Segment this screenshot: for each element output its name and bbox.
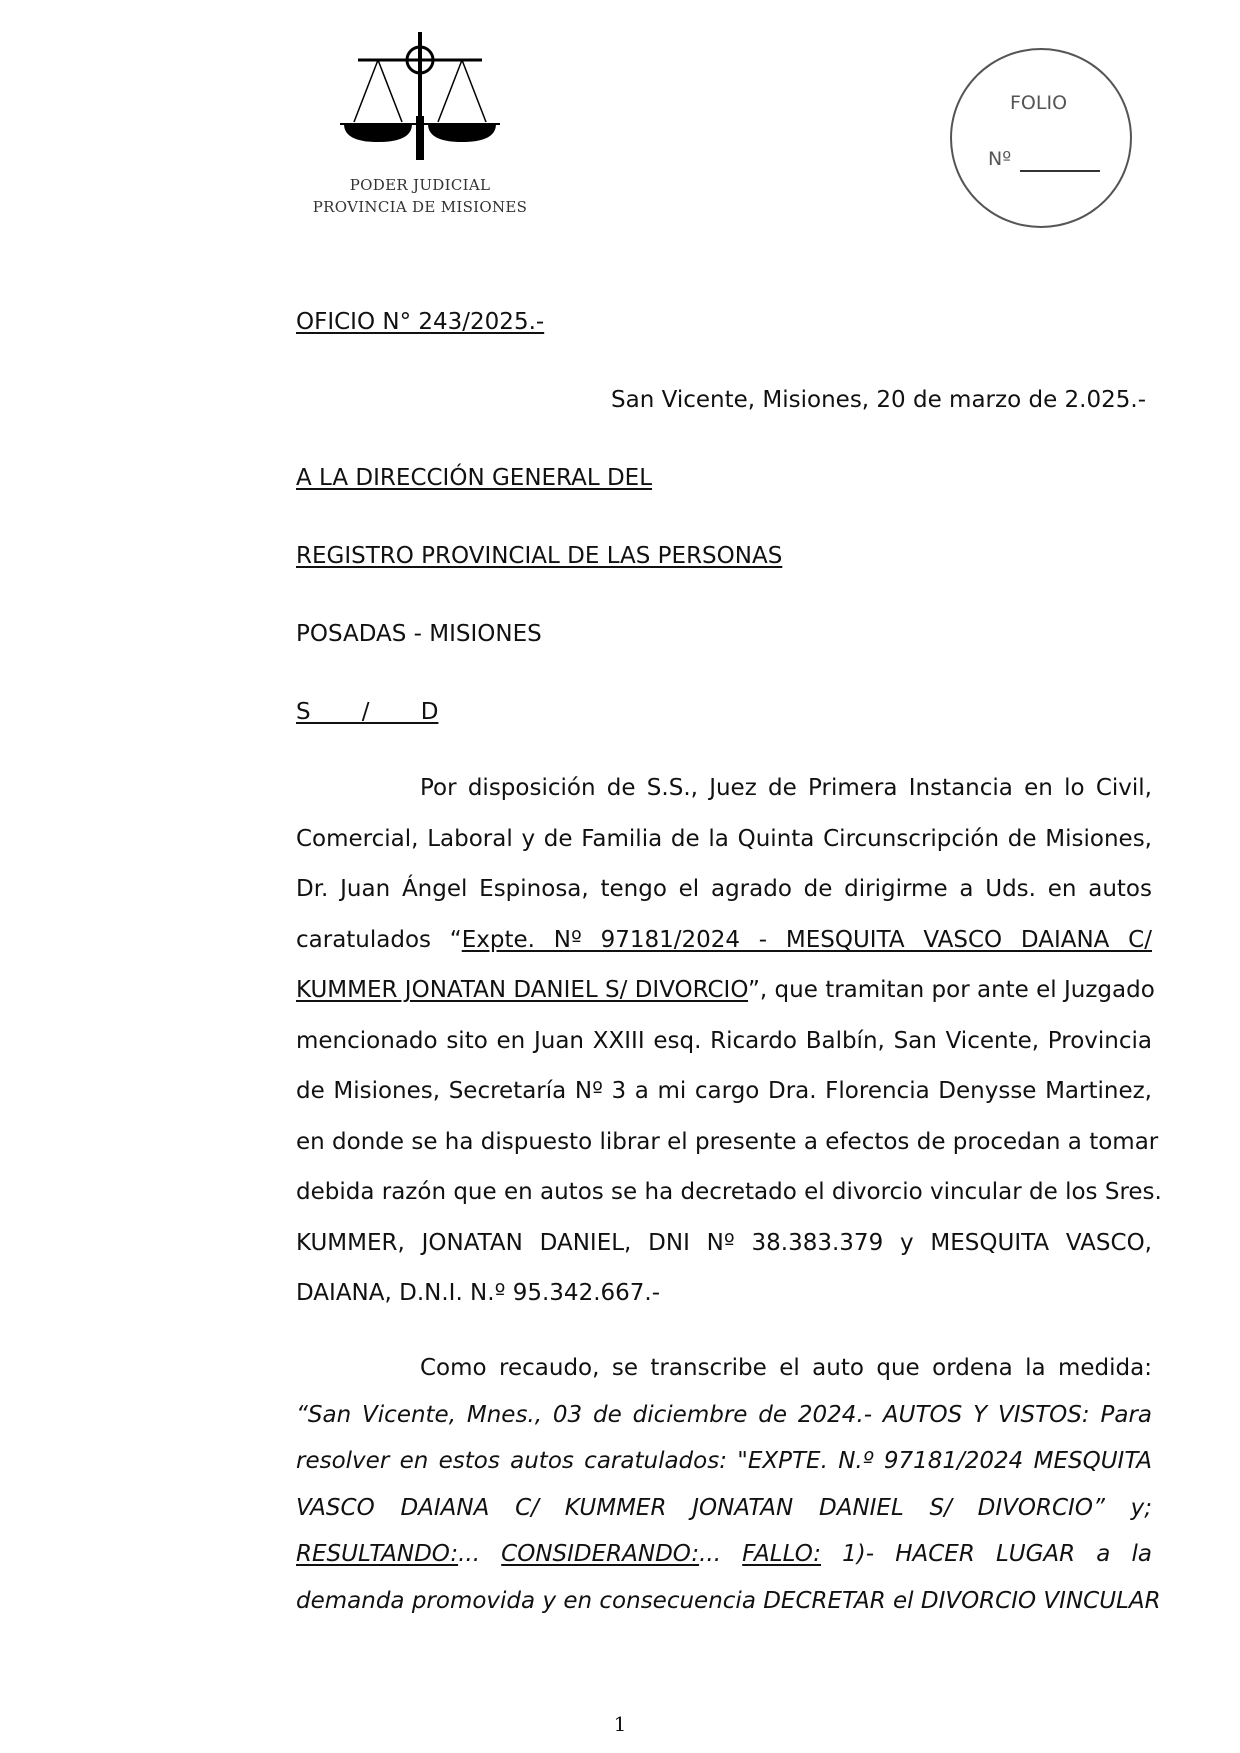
addressee-line-1: A LA DIRECCIÓN GENERAL DEL (296, 465, 653, 491)
body-paragraph-2 (296, 1345, 1161, 1624)
folio-number-blank (1020, 170, 1100, 172)
quoted-resolution-line: resolver en estos autos caratulados: "EXPTE. N.º 97181/2024 MESQUITA (296, 1448, 1152, 1474)
body-paragraph-1 (296, 763, 1162, 1319)
quoted-resolution-line: RESULTANDO:... CONSIDERANDO:... FALLO: 1)- HACER LUGAR a la (296, 1541, 1153, 1567)
oficio-number: OFICIO N° 243/2025.- (296, 309, 545, 335)
su-despacho: S / D (296, 699, 439, 725)
folio-stamp (950, 48, 1132, 228)
folio-number-label: Nº (988, 148, 1012, 170)
paragraph-line: caratulados “Expte. Nº 97181/2024 - MESQUITA VASCO DAIANA C/ (296, 926, 1152, 953)
quoted-resolution-line: “San Vicente, Mnes., 03 de diciembre de 2024.- AUTOS Y VISTOS: Para (296, 1401, 1152, 1428)
paragraph-line: mencionado sito en Juan XXIII esq. Ricardo Balbín, San Vicente, Provincia (296, 1027, 1152, 1054)
judicial-seal (310, 30, 530, 220)
page-number: 1 (613, 1712, 627, 1736)
addressee-line-2: REGISTRO PROVINCIAL DE LAS PERSONAS (296, 543, 783, 569)
paragraph-line: DAIANA, D.N.I. N.º 95.342.667.- (296, 1280, 661, 1306)
quoted-resolution-line: demanda promovida y en consecuencia DECRETAR el DIVORCIO VINCULAR (296, 1587, 1161, 1614)
seal-line-1: PODER JUDICIAL (349, 176, 491, 194)
paragraph-line: de Misiones, Secretaría Nº 3 a mi cargo Dra. Florencia Denysse Martinez, (296, 1078, 1152, 1104)
scales-of-justice-icon (330, 30, 510, 170)
paragraph-line: Como recaudo, se transcribe el auto que ordena la medida: (420, 1355, 1152, 1381)
paragraph-line: KUMMER JONATAN DANIEL S/ DIVORCIO”, que tramitan por ante el Juzgado (296, 977, 1155, 1003)
paragraph-line: debida razón que en autos se ha decretado el divorcio vincular de los Sres. (296, 1179, 1162, 1205)
paragraph-line: Por disposición de S.S., Juez de Primera Instancia en lo Civil, (420, 775, 1152, 801)
case-title: Expte. Nº 97181/2024 - MESQUITA VASCO DAIANA C/ (461, 926, 1152, 953)
folio-label: FOLIO (1010, 92, 1068, 114)
seal-line-2: PROVINCIA DE MISIONES (312, 198, 528, 216)
paragraph-line: en donde se ha dispuesto librar el presente a efectos de procedan a tomar (296, 1128, 1159, 1155)
case-title: KUMMER JONATAN DANIEL S/ DIVORCIO (296, 977, 749, 1003)
paragraph-line: KUMMER, JONATAN DANIEL, DNI Nº 38.383.379 y MESQUITA VASCO, (296, 1229, 1152, 1256)
quoted-resolution-line: VASCO DAIANA C/ KUMMER JONATAN DANIEL S/ DIVORCIO” y; (296, 1494, 1152, 1521)
addressee-line-3: POSADAS - MISIONES (296, 621, 542, 647)
paragraph-line: Comercial, Laboral y de Familia de la Quinta Circunscripción de Misiones, (296, 825, 1152, 852)
paragraph-line: Dr. Juan Ángel Espinosa, tengo el agrado de dirigirme a Uds. en autos (296, 876, 1152, 902)
place-date: San Vicente, Misiones, 20 de marzo de 2.025.- (611, 387, 1146, 413)
